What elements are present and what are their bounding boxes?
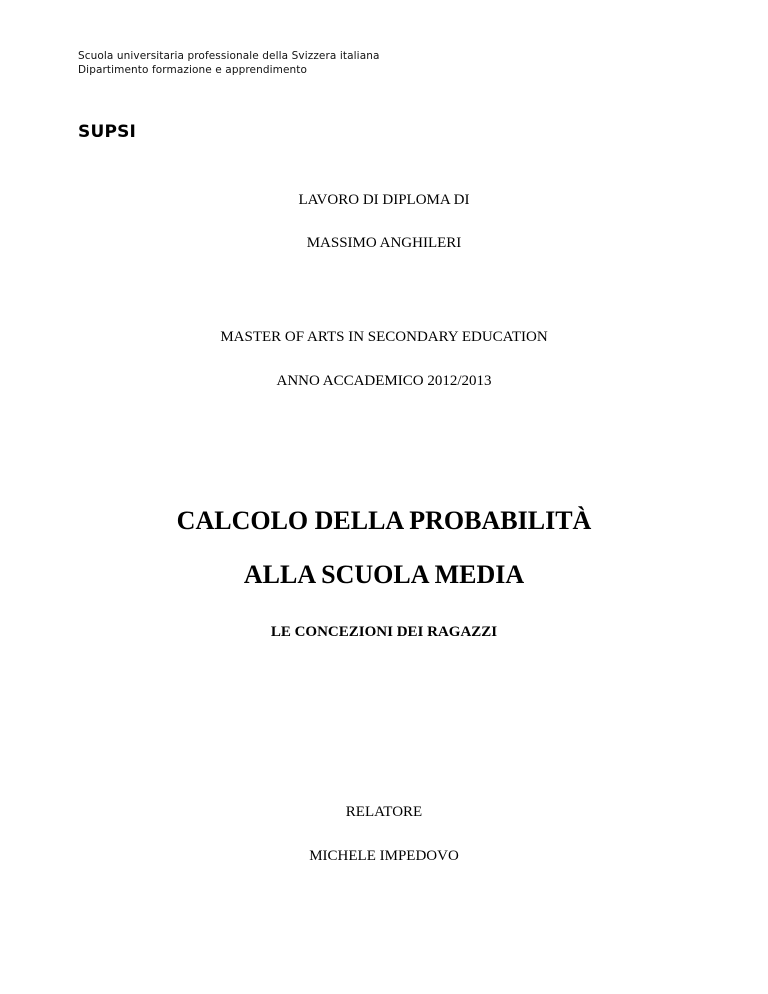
author-name: MASSIMO ANGHILERI — [306, 235, 462, 251]
title-line-2: ALLA SCUOLA MEDIA — [243, 560, 525, 589]
program-name: MASTER OF ARTS IN SECONDARY EDUCATION — [220, 329, 548, 345]
institution-name: Scuola universitaria professionale della Svizzera italiana — [78, 50, 380, 62]
subtitle: LE CONCEZIONI DEI RAGAZZI — [270, 624, 498, 640]
title-line-1: CALCOLO DELLA PROBABILITÀ — [176, 506, 592, 535]
advisor-name: MICHELE IMPEDOVO — [309, 848, 459, 864]
advisor-label: RELATORE — [345, 804, 423, 820]
academic-year: ANNO ACCADEMICO 2012/2013 — [276, 373, 492, 389]
department-name: Dipartimento formazione e apprendimento — [78, 64, 308, 76]
supsi-logo: SUPSI — [78, 122, 137, 142]
document-type: LAVORO DI DIPLOMA DI — [298, 192, 470, 208]
